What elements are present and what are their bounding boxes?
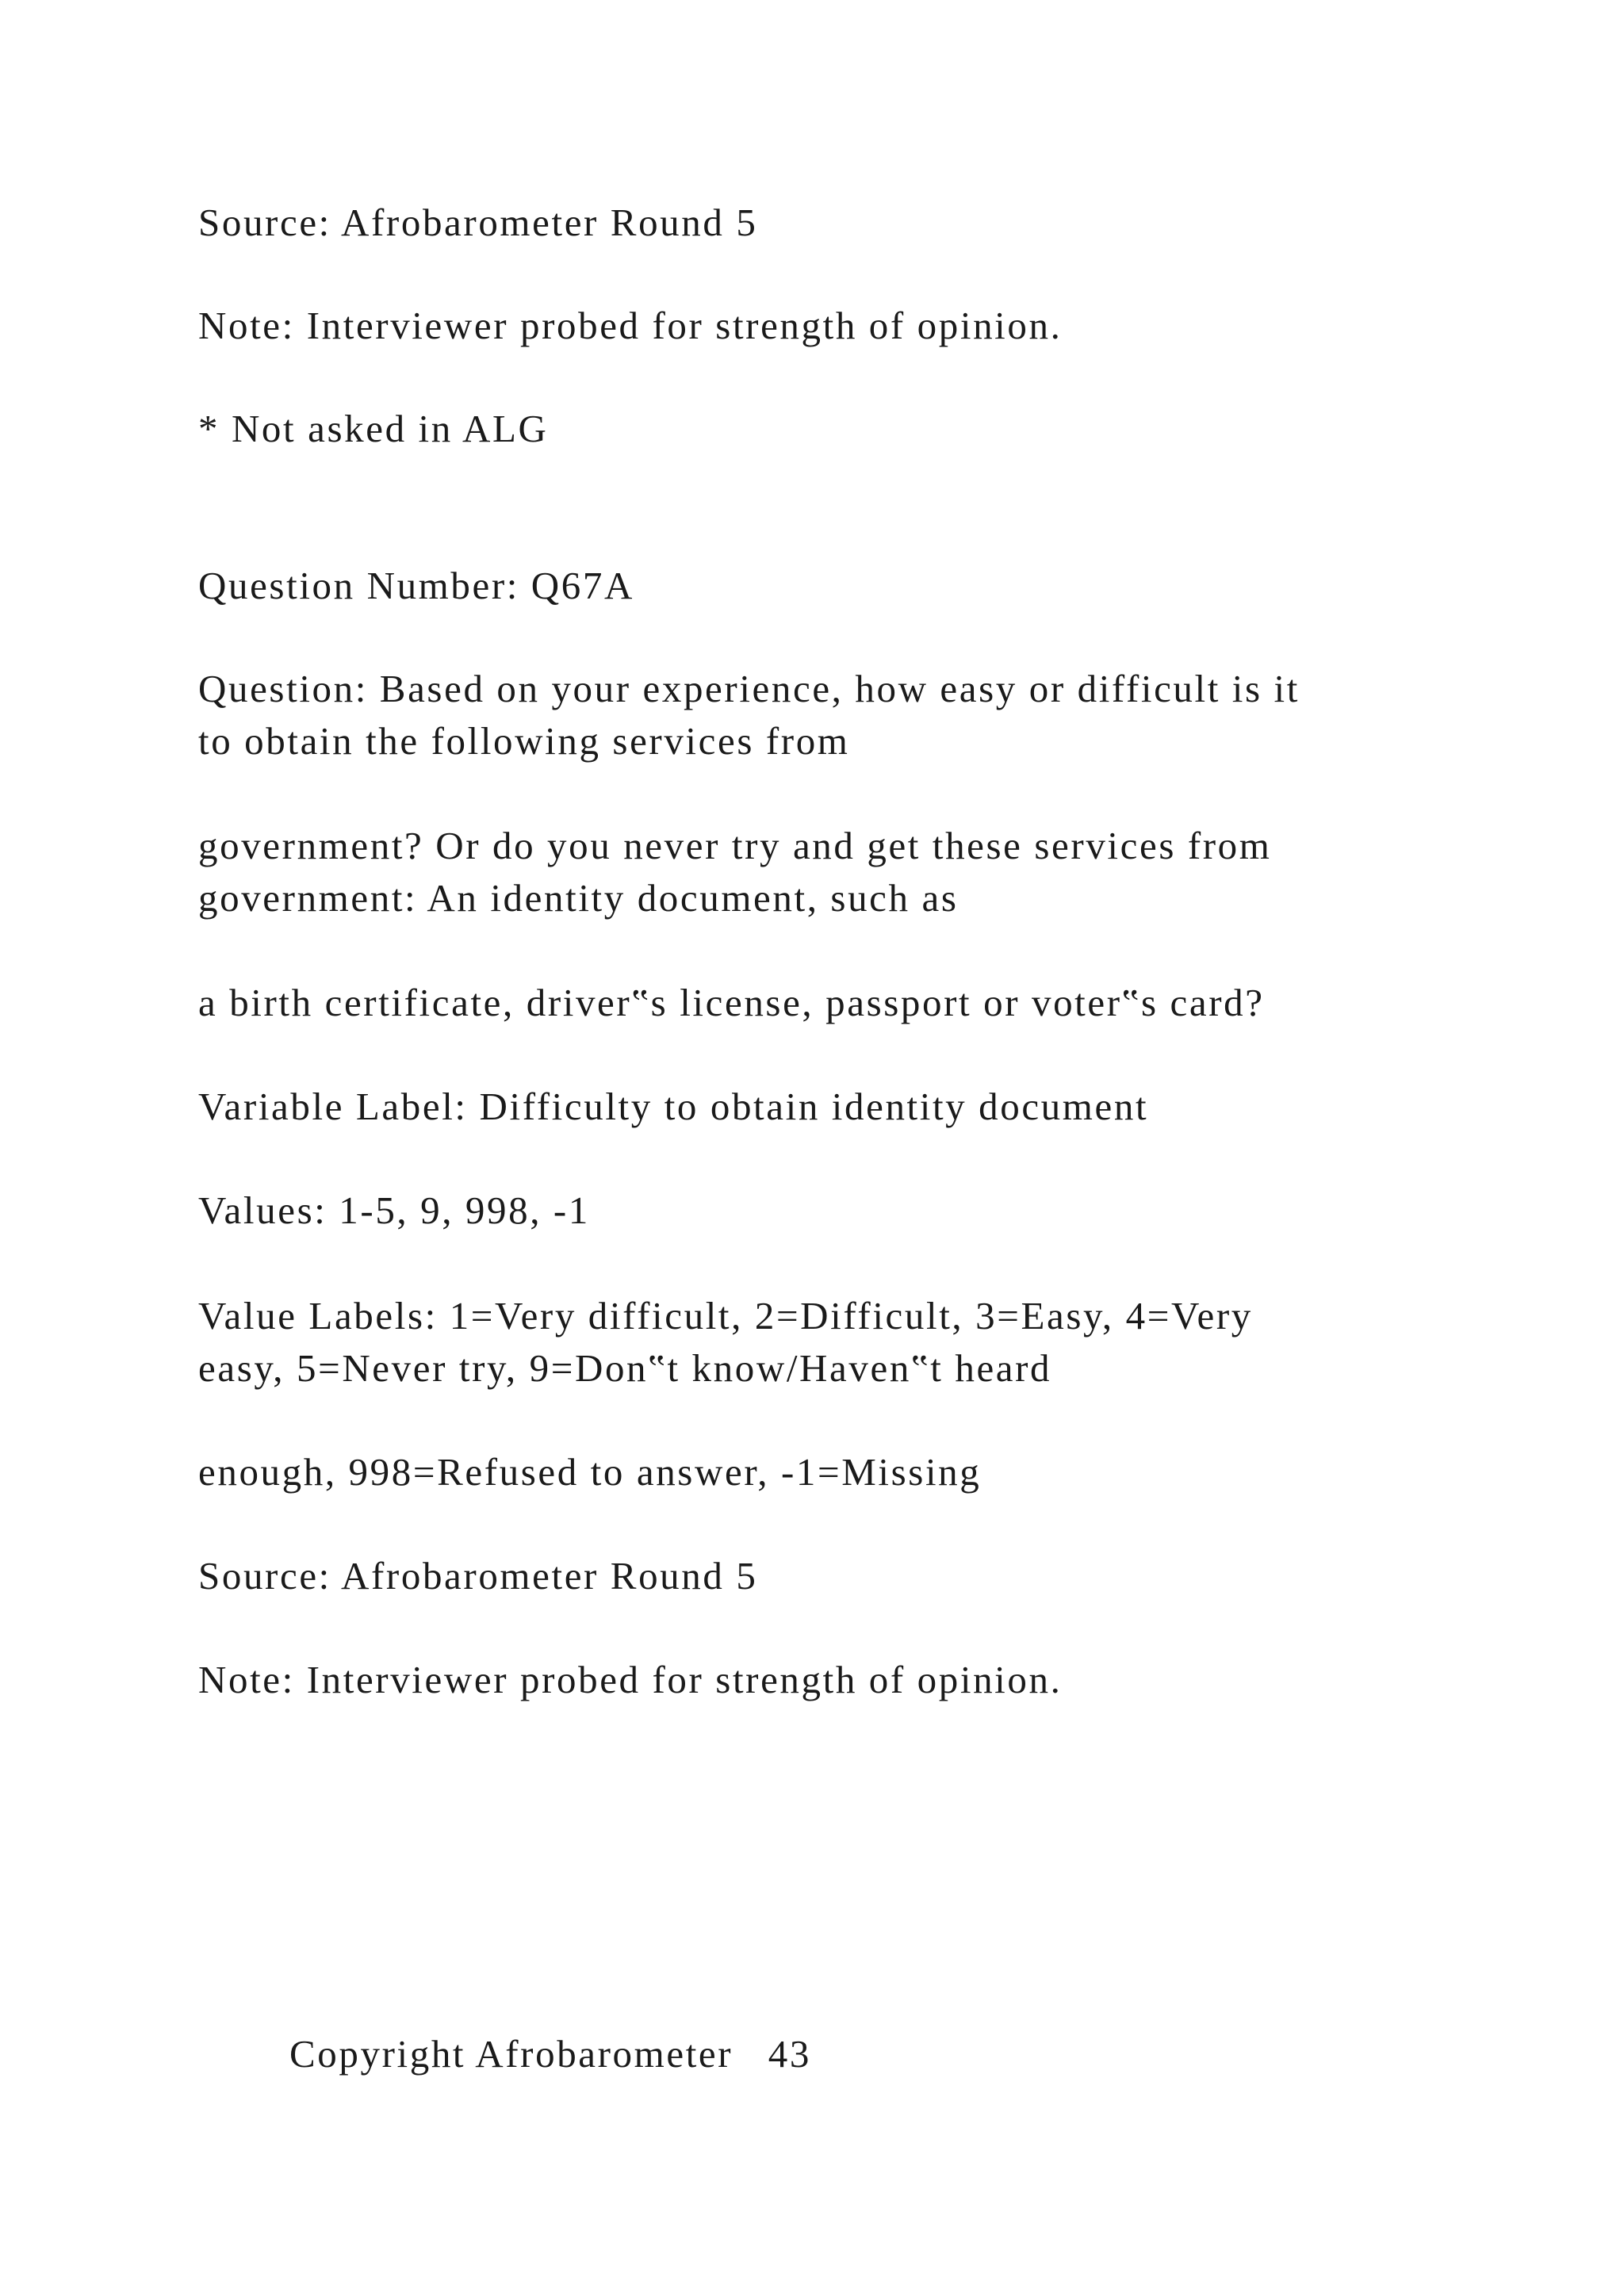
- question-text-line-3: government? Or do you never try and get these services from: [198, 824, 1272, 867]
- value-labels-line-2: easy, 5=Never try, 9=Don‟t know/Haven‟t heard: [198, 1346, 1052, 1390]
- page-number: 43: [768, 2032, 811, 2076]
- value-labels-line-3: enough, 998=Refused to answer, -1=Missing: [198, 1450, 982, 1494]
- value-labels-line-1: Value Labels: 1=Very difficult, 2=Difficult, 3=Easy, 4=Very: [198, 1294, 1253, 1337]
- variable-label: Variable Label: Difficulty to obtain identity document: [198, 1085, 1149, 1128]
- copyright-text: Copyright Afrobarometer: [289, 2032, 733, 2076]
- question-number: Question Number: Q67A: [198, 564, 634, 607]
- source-line: Source: Afrobarometer Round 5: [198, 201, 758, 244]
- question-text-line-5: a birth certificate, driver‟s license, passport or voter‟s card?: [198, 981, 1265, 1024]
- question-text-line-4: government: An identity document, such as: [198, 876, 959, 920]
- question-text-line-2: to obtain the following services from: [198, 719, 850, 763]
- note-line-2: Note: Interviewer probed for strength of opinion.: [198, 1658, 1063, 1701]
- note-line: Note: Interviewer probed for strength of opinion.: [198, 304, 1063, 347]
- not-asked-line: * Not asked in ALG: [198, 407, 549, 450]
- values-line: Values: 1-5, 9, 998, -1: [198, 1188, 590, 1232]
- source-line-2: Source: Afrobarometer Round 5: [198, 1554, 758, 1598]
- question-text-line-1: Question: Based on your experience, how easy or difficult is it: [198, 667, 1300, 710]
- page-footer: [289, 2028, 811, 2080]
